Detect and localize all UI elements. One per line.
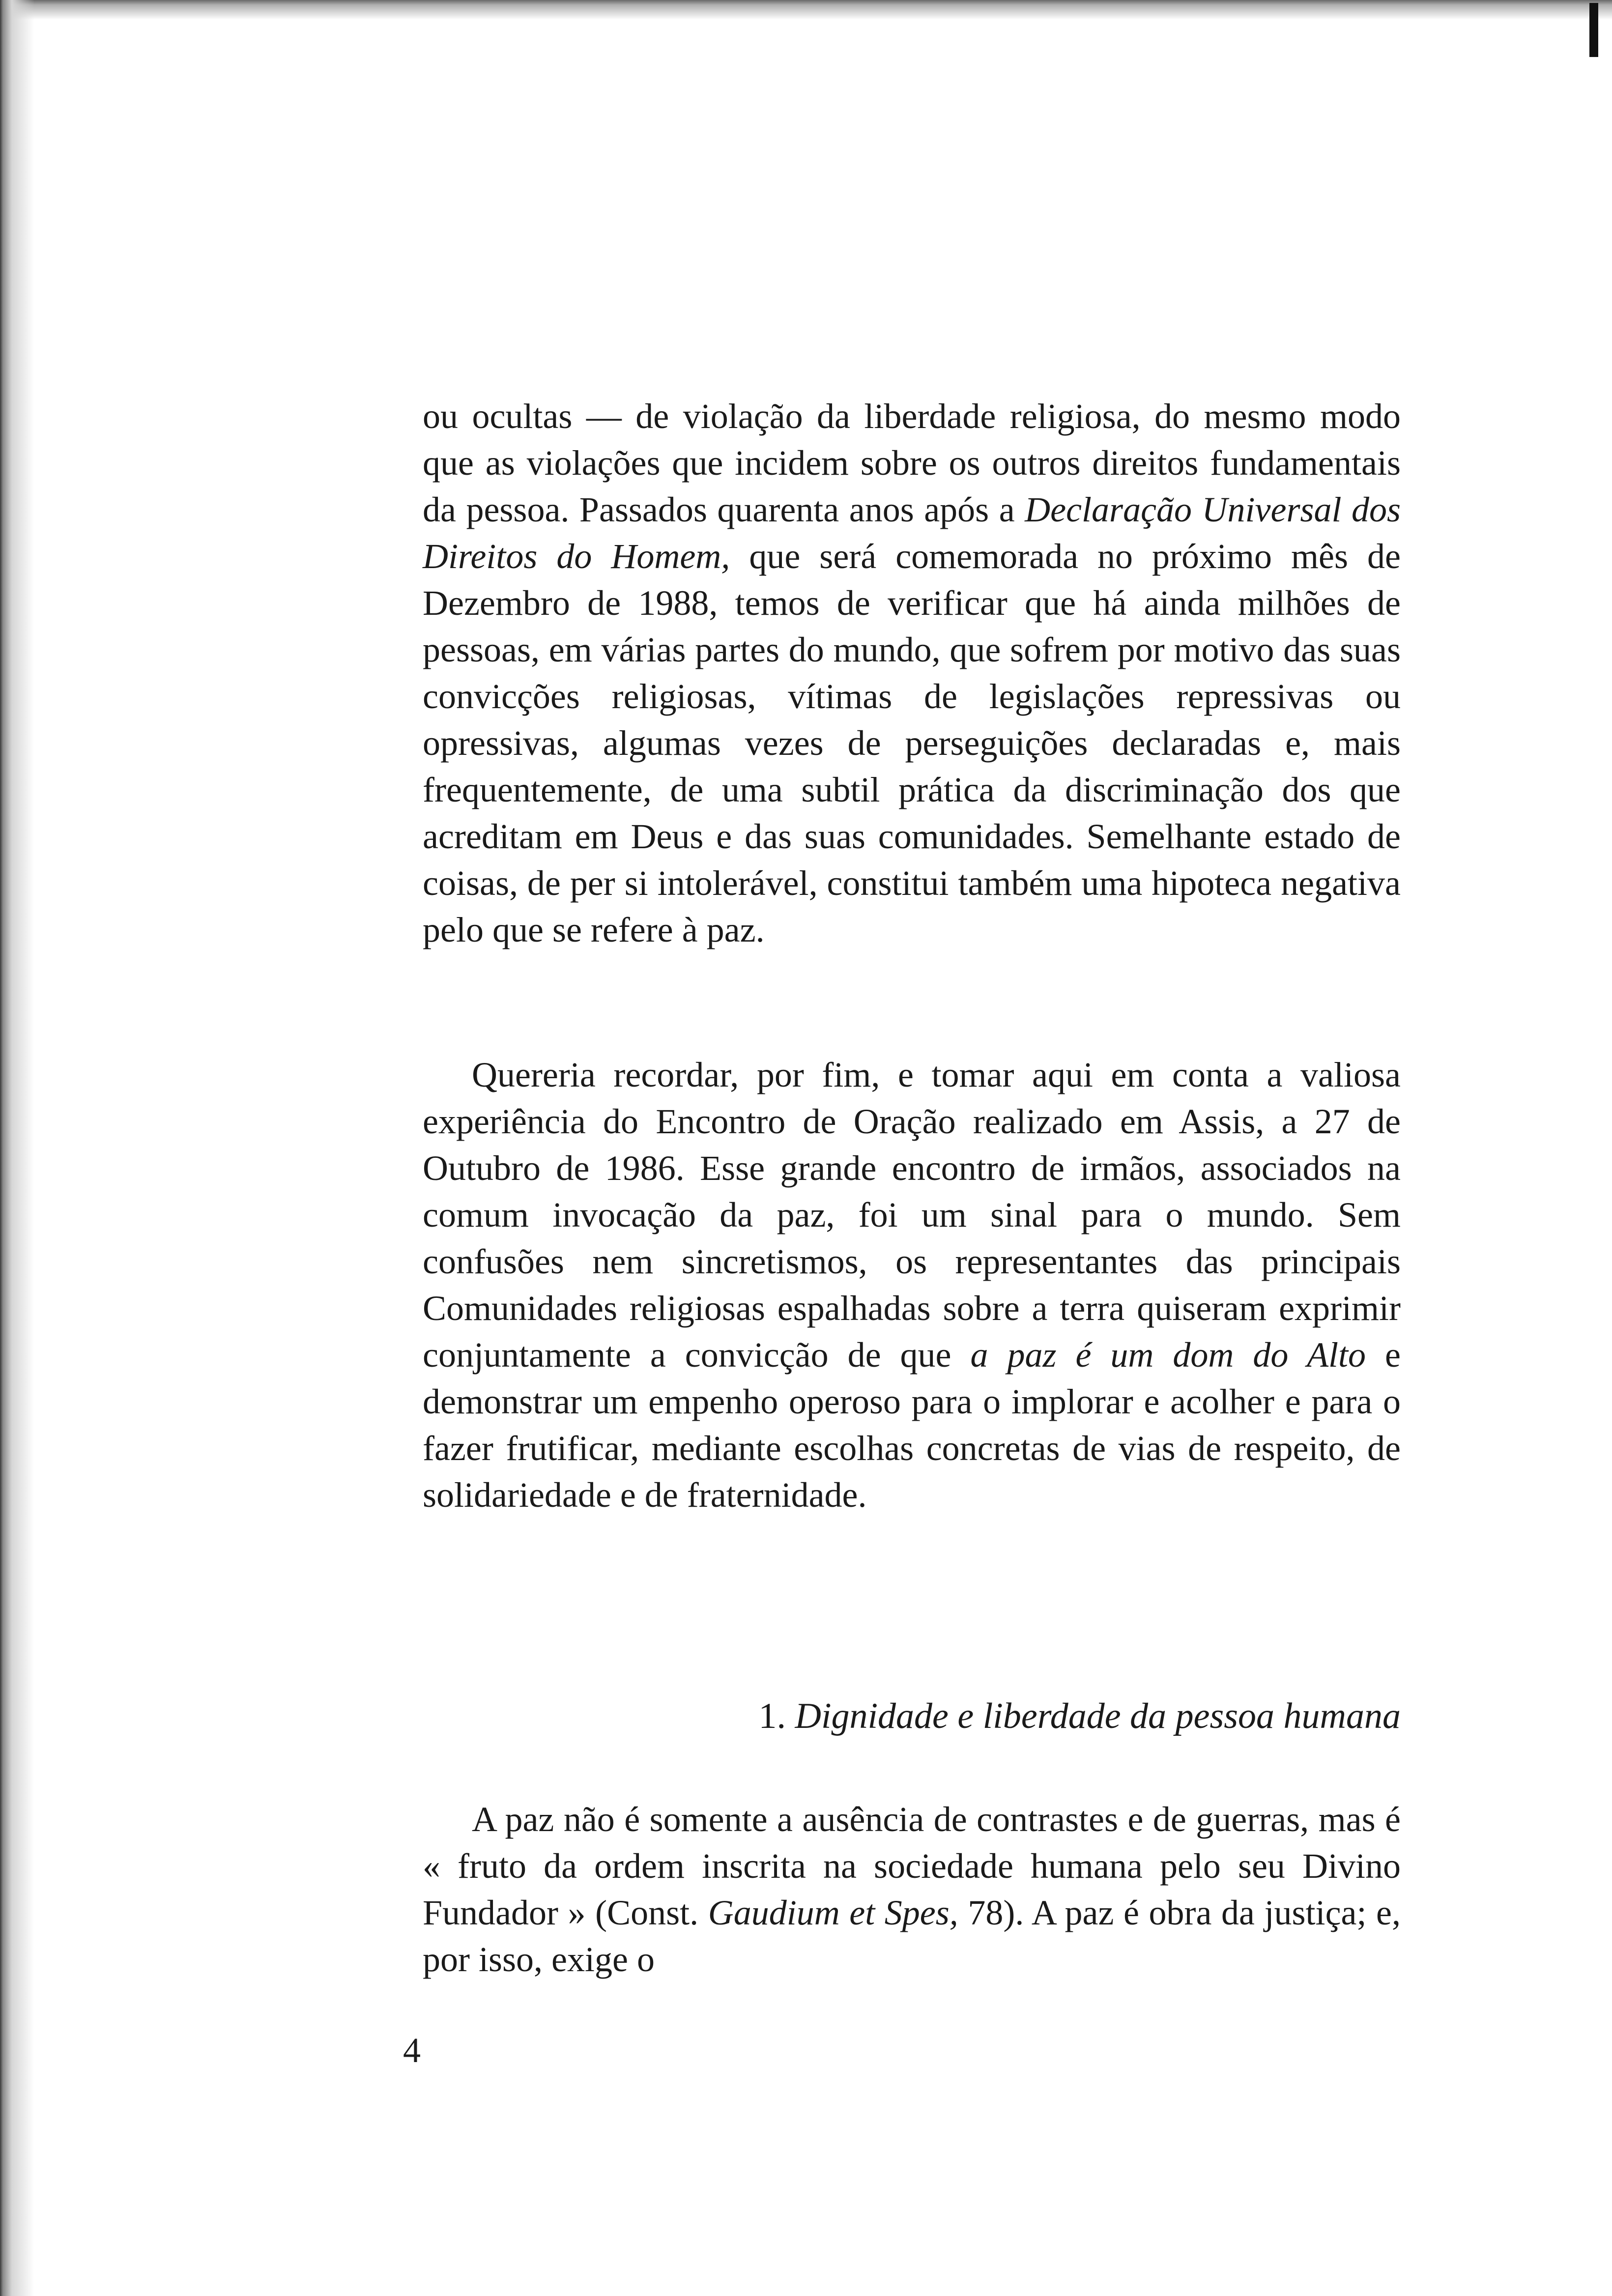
paragraph-1-italic-title: Declaração Universal dos Direitos do Homem, [423,490,1401,576]
paragraph-1 [423,393,1401,953]
scan-corner-mark [1589,3,1598,57]
page-number: 4 [403,2031,421,2070]
section-number: 1. [758,1696,786,1736]
paragraph-1-text-cont: que será comemorada no próximo mês de Dezembro de 1988, temos de verificar que há ainda milhões de pessoas, em várias partes do mundo, que sofrem por motivo das suas convicções religiosas, vítimas de legislações repressivas ou opressivas, algumas vezes de perseguições declaradas e, mais frequentemente, de uma subtil prática da discriminação dos que acreditam em Deus e das suas comunidades. Semelhante estado de coisas, de per si intolerável, constitui também uma hipoteca negativa pelo que se refere à paz. [423,537,1401,949]
paragraph-2-text: Quereria recordar, por fim, e tomar aqui em conta a valiosa experiência do Encontro de Oração realizado em Assis, a 27 de Outubro de 1986. Esse grande encontro de irmãos, associados na comum invocação da paz, foi um sinal para o mundo. Sem confusões nem sincretismos, os representantes das principais Comunidades religiosas espalhadas sobre a terra quiseram exprimir conjuntamente a convicção de que [423,1055,1401,1375]
section-paragraph [423,1796,1401,1983]
paragraph-2 [423,1052,1401,1519]
scan-left-edge [0,0,34,2296]
section-title: Dignidade e liberdade da pessoa humana [795,1696,1401,1736]
paragraph-1-text: ou ocultas — de violação da liberdade religiosa, do mesmo modo que as violações que incidem sobre os outros direitos fundamentais da pessoa. Passados quarenta anos após a [423,397,1401,529]
section-heading [423,1693,1401,1740]
section-paragraph-text-cont: 78). A paz é obra da justiça; e, por isso, exige o [423,1893,1401,1979]
scan-top-edge [0,0,1612,20]
paragraph-2-text-cont: e demonstrar um empenho operoso para o implorar e acolher e para o fazer frutificar, mediante escolhas concretas de vias de respeito, de solidariedade e de fraternidade. [423,1335,1401,1515]
paragraph-2-italic-phrase: a paz é um dom do Alto [970,1335,1366,1375]
section-paragraph-text: A paz não é somente a ausência de contrastes e de guerras, mas é « fruto da ordem inscrita na sociedade humana pelo seu Divino Fundador » (Const. [423,1800,1401,1932]
section-paragraph-italic-title: Gaudium et Spes, [708,1893,958,1932]
